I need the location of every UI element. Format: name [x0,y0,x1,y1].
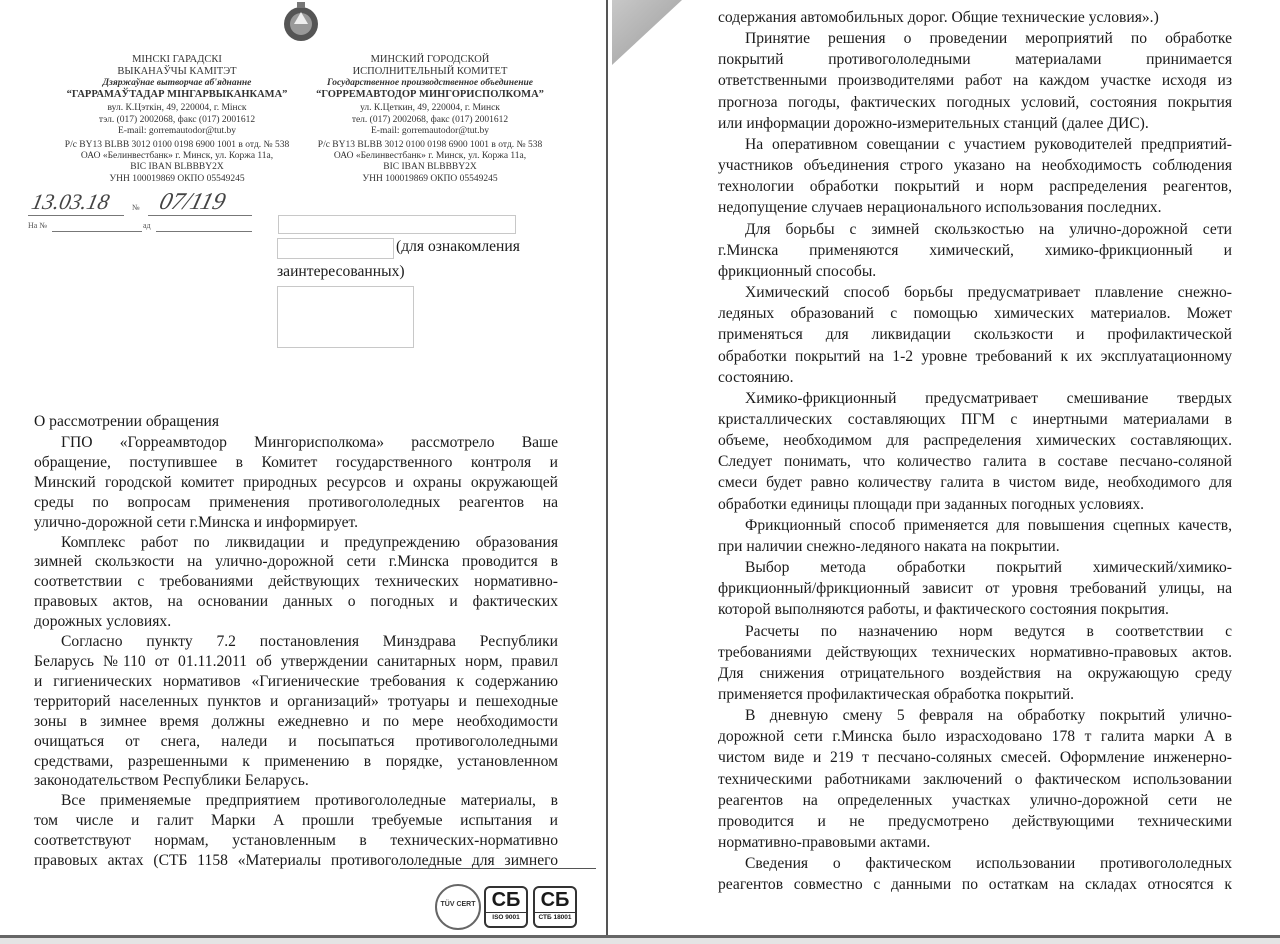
stb-mark-icon: СБ [491,889,521,911]
text-line: законодательством Республики Беларусь. [34,772,309,790]
tuv-label: TÜV CERT [440,901,476,908]
redacted-address-box [277,286,414,348]
number-label: № [132,203,140,212]
text-line: правовых актах (СТБ 1158 «Материалы противогололедные для зимнего [34,852,558,870]
text-line: том числе и галит Марки А прошли требуемые испытания и [34,812,558,830]
text-line: Все применяемые предприятием противогололедные материалы, в [61,792,558,810]
bank-bic: BIC IBAN BLBBBY2X [383,162,477,173]
org-line: ИСПОЛНИТЕЛЬНЫЙ КОМИТЕТ [352,66,508,77]
text-line: техническими работниками заключений о фактическом использовании [718,770,1232,788]
text-line: Химико-фрикционный предусматривает смешивание твердых [745,389,1232,407]
text-line: ГПО «Горреамвтодор Мингорисполкома» рассмотрело Ваше [61,434,558,451]
text-line: фрикционный способы. [718,262,877,280]
email-line: E-mail: gorremautodor@tut.by [118,125,236,136]
recipient-note: заинтересованных) [277,263,405,280]
bank-ids: УНН 100019869 ОКПО 05549245 [109,173,245,184]
text-line: правовых актов, на основании данных о погодных и фактических [34,593,558,611]
text-line: среды по вопросам применения противогололедных реагентов на [34,493,558,511]
text-line: при наличии снежно-ледяного наката на покрытии. [718,537,1060,555]
footer-rule [400,868,596,869]
letter-body-continued [718,7,1232,896]
text-line: соответствуют нормам, установленным в технических-нормативно [34,832,558,850]
text-line: Минский городской комитет природных ресурсов и охраны окружающей [34,473,558,491]
paragraph [34,533,558,633]
text-line: средствами, разрешенными к применению в порядке, установленном [34,752,558,770]
bank-ids: УНН 100019869 ОКПО 05549245 [362,173,498,184]
text-line: На оперативном совещании с участием руководителей предприятий- [745,135,1232,153]
text-line: применяться для ликвидации скользкости и профилактической [718,326,1232,344]
stb-18001-logo [533,886,577,928]
text-line: чистом виде и 219 т песчано-соляных смесей. Оформление инженерно- [718,749,1232,767]
text-line: проводится и не предусмотрено действующими техническими [718,812,1232,830]
text-line: или информации дорожно-измерительных станций (далее ДИС). [718,114,1149,132]
text-line: В дневную смену 5 февраля на обработку покрытий улично- [745,707,1232,725]
date-underline [28,215,124,216]
text-line: объеме, необходимом для распределения химических составляющих. [718,432,1232,450]
text-line: г.Минска применяются химический, химико-фрикционный и [718,241,1232,259]
text-line: Беларусь №110 от 01.11.2011 об утверждении санитарных норм, правил [34,652,558,670]
text-line: территорий населенных пунктов и организаций» тротуары и пешеходные [34,692,558,710]
org-line: МИНСКИЙ ГОРОДСКОЙ [370,54,490,65]
redacted-recipient-box [278,215,516,234]
letterhead-russian [305,54,555,185]
iso-9001-logo [484,886,528,928]
text-line: обращение, поступившее в Комитет государственного контроля и [34,453,558,471]
paragraph [718,705,1232,853]
paragraph [718,219,1232,282]
text-line: требованиями действующих технических нормативно-правовых актов. [718,643,1232,661]
text-line: смеси будет равно количеству галита в чистом виде, необходимого для [718,474,1232,492]
text-line: участников объединения строго указано на необходимость соблюдения [718,157,1232,175]
text-line: прогноза погоды, фактических погодных условий, состояния покрытия [718,93,1232,111]
letter-body [34,433,558,871]
text-line: Для снижения отрицательного воздействия на окружающую среду [718,664,1232,682]
paragraph [718,853,1232,895]
text-line: состоянию. [718,368,794,386]
text-line: дорожной сети г.Минска было израсходовано 178 т галита марки А в [718,728,1232,746]
reply-to-label: На № [28,221,47,230]
text-line: Сведения о фактическом использовании противогололедных [745,855,1232,873]
scan-margin [0,938,1280,944]
org-name: “ГОРРЕМАВТОДОР МИНГОРИСПОЛКОМА” [316,89,544,101]
bank-name: ОАО «Белинвестбанк» г. Минск, ул. Коржа 11а, [333,151,527,162]
text-line: Химический способ борьбы предусматривает плавление снежно- [745,284,1232,302]
phone-line: тел. (017) 2002068, факс (017) 2001612 [351,114,509,125]
org-line: ВЫКАНАЎЧЫ КАМІТЭТ [117,66,237,77]
iso-label: ISO 9001 [486,912,526,922]
paragraph [34,791,558,871]
paragraph [718,7,1232,28]
text-line: очищаться от снега, наледи и посыпаться противогололедными [34,732,558,750]
state-emblem-icon [282,2,320,44]
text-line: недопущение случаев нерационального использования последних. [718,199,1162,217]
text-line: зимней скользкости на улично-дорожной сети г.Минска проводится в [34,553,558,571]
reply-number-line [52,231,142,232]
paragraph [718,621,1232,706]
org-name: “ГАРРАМАЎТАДАР МІНГАРВЫКАНКАМА” [66,89,288,101]
letterhead-belarusian [52,54,302,185]
text-line: которой выполняются работы, и фактического состояния покрытия. [718,601,1169,619]
stb-mark-icon: СБ [540,889,570,911]
text-line: кристаллических составляющих ПГМ с инертными материалами в [718,410,1232,428]
text-line: реагентов совместно с данными по остаткам на складах относятся к [718,876,1232,894]
text-line: реагентов на определенных участках улично-дорожной сети не [718,791,1232,809]
text-line: Расчеты по назначению норм ведутся в соответствии с [745,622,1232,640]
recipient-note: (для ознакомления [396,238,520,255]
paragraph [34,433,558,533]
text-line: нормативно-правовыми актами. [718,834,931,852]
number-underline [148,215,252,216]
handwritten-date: 13.03.18 [29,189,112,214]
text-line: содержания автомобильных дорог. Общие технические условия».) [718,9,1159,26]
redacted-recipient-box [277,238,394,259]
text-line: Для борьбы с зимней скользкостью на улично-дорожной сети [745,220,1232,238]
address-line: ул. К.Цеткин, 49, 220004, г. Минск [360,103,500,114]
text-line: технологии обработки покрытий и норм распределения реагентов, [718,178,1232,196]
org-type: Государственное производственное объединение [327,78,533,88]
bank-account: Р/с BY13 BLBB 3012 0100 0198 6900 1001 в отд. № 538 [64,140,290,151]
text-line: Выбор метода обработки покрытий химический/химико- [745,559,1232,577]
text-line: Комплекс работ по ликвидации и предупреждению образования [61,533,558,551]
text-line: зоны в зимнее время должны ежедневно и по мере необходимости [34,712,558,730]
text-line: Следует понимать, что количество галита в составе песчано-соляной [718,453,1232,471]
text-line: улично-дорожной сети г.Минска и информирует. [34,513,359,531]
text-line: дорожных условиях. [34,613,172,631]
paragraph [718,557,1232,620]
text-line: фрикционный/фрикционный зависит от уровня требований улицы, на [718,580,1232,598]
text-line: Принятие решения о проведении мероприятий по обработке [745,30,1232,48]
reply-date-line [156,231,252,232]
paragraph [718,515,1232,557]
email-line: E-mail: gorremautodor@tut.by [371,125,489,136]
reply-date-label: ад [143,221,151,230]
text-line: и гигиенических нормативов «Гигиенические требования к содержанию [34,672,558,690]
phone-line: тэл. (017) 2002068, факс (017) 2001612 [98,114,256,125]
paragraph [718,134,1232,219]
bank-name: ОАО «Белинвестбанк» г. Минск, ул. Коржа 11а, [80,151,274,162]
paragraph [34,632,558,791]
text-line: обработки покрытий на 1-2 уровне требований к их эксплуатационному [718,347,1232,365]
stb-label: СТБ 18001 [535,912,575,922]
address-line: вул. К.Цэткін, 49, 220004, г. Мінск [107,103,247,114]
tuv-cert-logo [435,884,481,930]
text-line: Согласно пункту 7.2 постановления Минздрава Республики [61,633,558,651]
handwritten-number: 07/119 [156,189,229,215]
bank-account: Р/с BY13 BLBB 3012 0100 0198 6900 1001 в отд. № 538 [317,140,543,151]
page-curl-shadow [610,0,685,68]
text-line: ответственными производителями работ на каждом участке исходя из [718,72,1232,90]
text-line: покрытий противогололедными материалами принимается [718,51,1232,69]
org-line: МІНСКІ ГАРАДСКІ [132,54,222,65]
org-type: Дзяржаўнае вытворчае аб'яднанне [102,78,252,88]
paragraph [718,388,1232,515]
text-line: соответствии с требованиями действующих технических нормативно- [34,573,558,591]
text-line: Фрикционный способ применяется для повышения сцепных качеств, [745,516,1232,534]
paragraph [718,28,1232,134]
bank-bic: BIC IBAN BLBBBY2X [130,162,224,173]
letter-subject: О рассмотрении обращения [34,413,220,430]
text-line: обработки единицы площади при заданных погодных условиях. [718,495,1145,513]
paragraph [718,282,1232,388]
page-divider [606,0,608,936]
text-line: ледяных образований с помощью химических материалов. Может [718,305,1232,323]
text-line: применяется профилактическая обработка покрытий. [718,686,1075,703]
